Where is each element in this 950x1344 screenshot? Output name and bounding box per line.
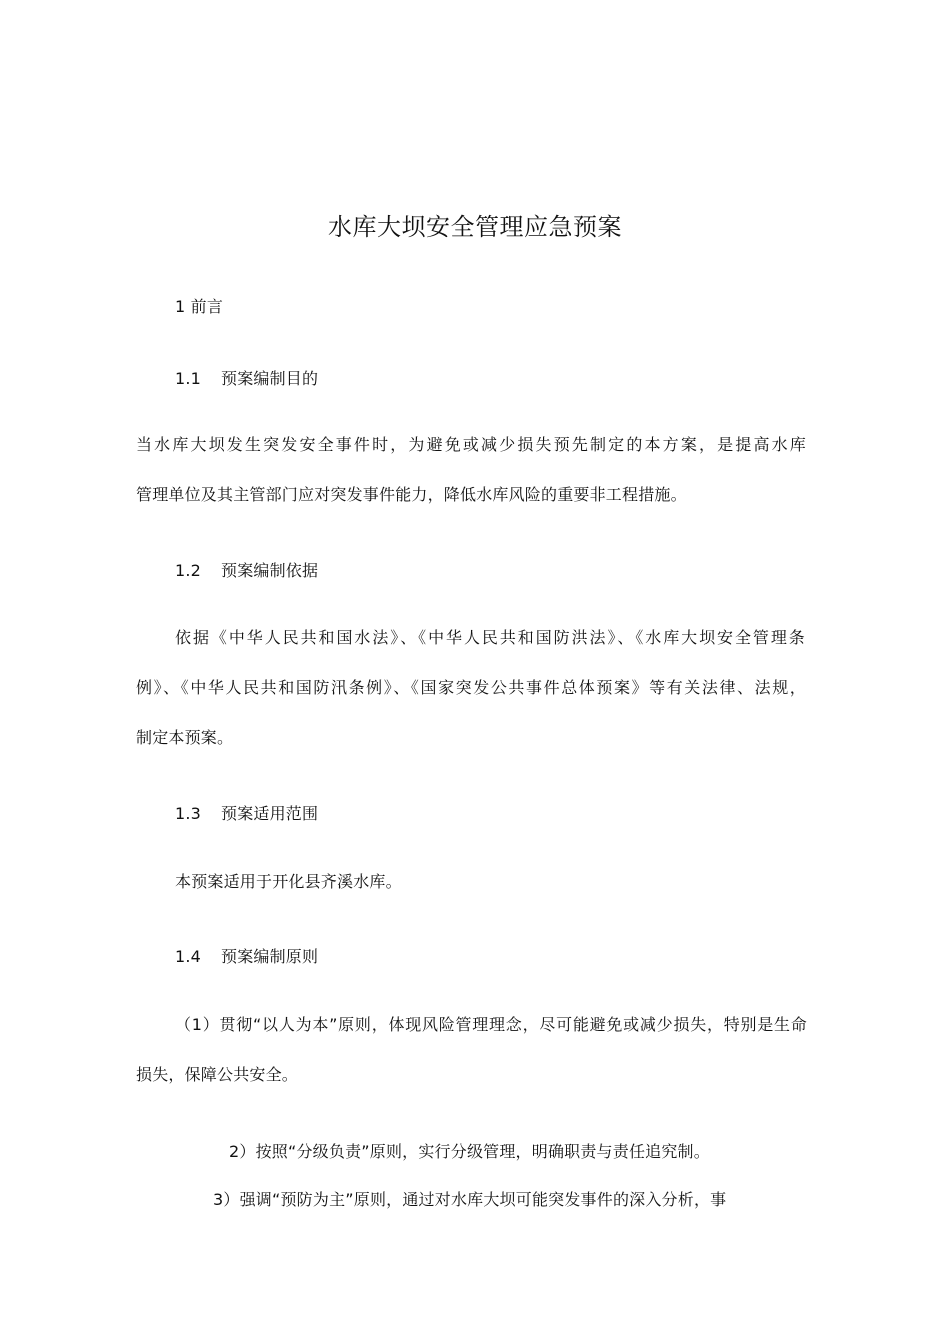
subsection-title: 预案编制依据	[221, 561, 319, 580]
subsection-title: 预案编制原则	[221, 947, 319, 966]
list-item: 2）按照“分级负责”原则，实行分级管理，明确职责与责任追究制。	[229, 1142, 710, 1161]
list-item-line: 损失，保障公共安全。	[136, 1065, 299, 1084]
list-item: 3）强调“预防为主”原则，通过对水库大坝可能突发事件的深入分析，事	[213, 1190, 727, 1209]
subsection-number: 1.4	[175, 947, 202, 966]
subsection-title: 预案适用范围	[221, 804, 319, 823]
subsection-number: 1.1	[175, 369, 202, 388]
subsection-number: 1.3	[175, 804, 202, 823]
list-item-line: （1）贯彻“以人为本”原则，体现风险管理理念，尽可能避免或减少损失，特别是生命	[175, 1015, 807, 1034]
subsection-heading-1-4	[175, 947, 318, 967]
section-heading-preface: 1 前言	[175, 297, 224, 316]
subsection-heading-1-3	[175, 804, 318, 824]
subsection-title: 预案编制目的	[221, 369, 319, 388]
paragraph-line: 制定本预案。	[136, 728, 234, 747]
subsection-heading-1-2	[175, 561, 318, 581]
subsection-heading-1-1	[175, 369, 318, 389]
paragraph-line: 依据《中华人民共和国水法》、《中华人民共和国防洪法》、《水库大坝安全管理条	[175, 628, 805, 647]
subsection-number: 1.2	[175, 561, 202, 580]
paragraph-line: 当水库大坝发生突发安全事件时，为避免或减少损失预先制定的本方案，是提高水库	[136, 435, 806, 454]
paragraph-line: 本预案适用于开化县齐溪水库。	[175, 872, 402, 891]
paragraph-line: 例》、《中华人民共和国防汛条例》、《国家突发公共事件总体预案》等有关法律、法规，	[136, 678, 806, 697]
paragraph-line: 管理单位及其主管部门应对突发事件能力，降低水库风险的重要非工程措施。	[136, 485, 687, 504]
document-title: 水库大坝安全管理应急预案	[328, 213, 622, 241]
